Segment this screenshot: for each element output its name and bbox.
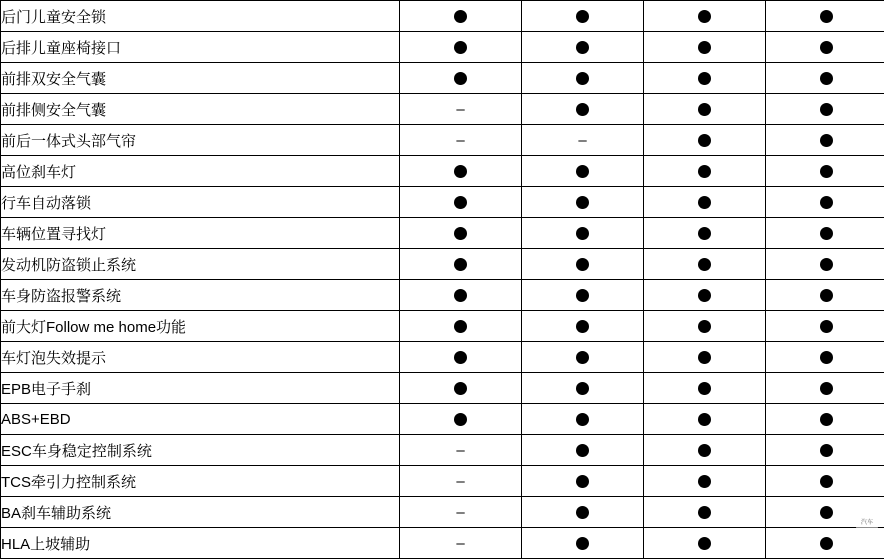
available-dot-icon (576, 475, 589, 488)
available-dot-icon (698, 196, 711, 209)
feature-mark-cell (644, 125, 766, 156)
available-dot-icon (698, 10, 711, 23)
feature-mark-cell (644, 218, 766, 249)
available-dot-icon (698, 227, 711, 240)
table-row (1, 63, 884, 94)
available-dot-icon (698, 382, 711, 395)
available-dot-icon (820, 134, 833, 147)
feature-mark-cell (522, 32, 644, 63)
available-dot-icon (698, 506, 711, 519)
feature-name-cell: ESC车身稳定控制系统 (1, 435, 400, 466)
available-dot-icon (698, 258, 711, 271)
feature-mark-cell (522, 528, 644, 559)
feature-name-cell: ABS+EBD (1, 404, 400, 435)
table-row (1, 249, 884, 280)
available-dot-icon (454, 413, 467, 426)
feature-name-cell: 后门儿童安全锁 (1, 1, 400, 32)
feature-name-cell: TCS牵引力控制系统 (1, 466, 400, 497)
feature-mark-cell (644, 1, 766, 32)
unavailable-dash-icon: – (456, 134, 464, 147)
available-dot-icon (698, 537, 711, 550)
feature-mark-cell (400, 373, 522, 404)
feature-mark-cell (400, 404, 522, 435)
feature-mark-cell (644, 466, 766, 497)
available-dot-icon (820, 289, 833, 302)
feature-mark-cell (522, 218, 644, 249)
available-dot-icon (820, 475, 833, 488)
unavailable-dash-icon: – (456, 103, 464, 116)
table-body (1, 1, 884, 559)
available-dot-icon (576, 506, 589, 519)
available-dot-icon (820, 10, 833, 23)
available-dot-icon (454, 258, 467, 271)
feature-mark-cell (522, 1, 644, 32)
available-dot-icon (820, 382, 833, 395)
feature-mark-cell (522, 187, 644, 218)
available-dot-icon (454, 351, 467, 364)
feature-mark-cell (766, 280, 884, 311)
available-dot-icon (576, 72, 589, 85)
available-dot-icon (820, 196, 833, 209)
feature-name-cell: 车辆位置寻找灯 (1, 218, 400, 249)
feature-mark-cell (644, 63, 766, 94)
unavailable-dash-icon: – (578, 134, 586, 147)
feature-mark-cell (766, 466, 884, 497)
table-row (1, 125, 884, 156)
available-dot-icon (576, 351, 589, 364)
feature-mark-cell (766, 342, 884, 373)
table-row (1, 32, 884, 63)
available-dot-icon (698, 413, 711, 426)
available-dot-icon (576, 320, 589, 333)
available-dot-icon (820, 165, 833, 178)
feature-name-cell: 车灯泡失效提示 (1, 342, 400, 373)
feature-mark-cell (522, 404, 644, 435)
available-dot-icon (576, 382, 589, 395)
feature-mark-cell (766, 218, 884, 249)
feature-name-cell: 前后一体式头部气帘 (1, 125, 400, 156)
feature-mark-cell (522, 342, 644, 373)
available-dot-icon (576, 196, 589, 209)
feature-mark-cell (400, 280, 522, 311)
feature-mark-cell (400, 311, 522, 342)
feature-mark-cell (644, 156, 766, 187)
available-dot-icon (698, 351, 711, 364)
available-dot-icon (820, 506, 833, 519)
feature-mark-cell (522, 125, 644, 156)
available-dot-icon (820, 320, 833, 333)
feature-name-cell: 前排双安全气囊 (1, 63, 400, 94)
table-row (1, 373, 884, 404)
available-dot-icon (820, 227, 833, 240)
available-dot-icon (576, 227, 589, 240)
available-dot-icon (698, 165, 711, 178)
table-row (1, 187, 884, 218)
feature-mark-cell (400, 218, 522, 249)
available-dot-icon (820, 444, 833, 457)
table-row (1, 404, 884, 435)
available-dot-icon (454, 382, 467, 395)
feature-mark-cell (522, 280, 644, 311)
available-dot-icon (820, 413, 833, 426)
table-row (1, 466, 884, 497)
unavailable-dash-icon: – (456, 444, 464, 457)
feature-mark-cell (400, 156, 522, 187)
feature-mark-cell (400, 528, 522, 559)
available-dot-icon (698, 289, 711, 302)
available-dot-icon (576, 10, 589, 23)
feature-mark-cell (644, 94, 766, 125)
feature-mark-cell (644, 311, 766, 342)
feature-mark-cell (644, 435, 766, 466)
feature-mark-cell (400, 125, 522, 156)
table-row (1, 311, 884, 342)
feature-mark-cell (766, 311, 884, 342)
feature-mark-cell (644, 187, 766, 218)
feature-mark-cell (644, 528, 766, 559)
feature-mark-cell (766, 187, 884, 218)
table-row (1, 156, 884, 187)
available-dot-icon (820, 103, 833, 116)
available-dot-icon (698, 475, 711, 488)
feature-mark-cell (522, 373, 644, 404)
feature-mark-cell (766, 63, 884, 94)
table-row (1, 218, 884, 249)
available-dot-icon (698, 320, 711, 333)
available-dot-icon (576, 41, 589, 54)
feature-mark-cell (400, 249, 522, 280)
available-dot-icon (454, 10, 467, 23)
feature-mark-cell (400, 63, 522, 94)
available-dot-icon (698, 134, 711, 147)
available-dot-icon (576, 289, 589, 302)
feature-mark-cell (644, 280, 766, 311)
unavailable-dash-icon: – (456, 475, 464, 488)
unavailable-dash-icon: – (456, 537, 464, 550)
feature-mark-cell (766, 125, 884, 156)
feature-mark-cell (766, 249, 884, 280)
table-row (1, 94, 884, 125)
feature-mark-cell (522, 249, 644, 280)
feature-mark-cell (400, 342, 522, 373)
feature-mark-cell (522, 497, 644, 528)
feature-name-cell: BA刹车辅助系统 (1, 497, 400, 528)
feature-mark-cell (522, 94, 644, 125)
available-dot-icon (454, 72, 467, 85)
available-dot-icon (576, 413, 589, 426)
available-dot-icon (576, 444, 589, 457)
feature-mark-cell (400, 1, 522, 32)
table-row (1, 528, 884, 559)
feature-mark-cell (644, 32, 766, 63)
available-dot-icon (454, 320, 467, 333)
feature-mark-cell (644, 373, 766, 404)
feature-mark-cell (522, 435, 644, 466)
feature-mark-cell (400, 497, 522, 528)
available-dot-icon (820, 258, 833, 271)
available-dot-icon (698, 41, 711, 54)
feature-name-cell: 后排儿童座椅接口 (1, 32, 400, 63)
available-dot-icon (454, 289, 467, 302)
table-row (1, 280, 884, 311)
feature-mark-cell (522, 311, 644, 342)
available-dot-icon (576, 165, 589, 178)
feature-name-cell: 车身防盗报警系统 (1, 280, 400, 311)
available-dot-icon (820, 41, 833, 54)
table-row (1, 1, 884, 32)
available-dot-icon (454, 165, 467, 178)
feature-mark-cell (766, 32, 884, 63)
feature-mark-cell (766, 94, 884, 125)
available-dot-icon (698, 444, 711, 457)
feature-mark-cell (522, 156, 644, 187)
feature-mark-cell (522, 466, 644, 497)
feature-mark-cell (522, 63, 644, 94)
feature-mark-cell (400, 466, 522, 497)
feature-name-cell: 前排侧安全气囊 (1, 94, 400, 125)
feature-mark-cell (644, 342, 766, 373)
table-row (1, 342, 884, 373)
table-row (1, 435, 884, 466)
feature-mark-cell (400, 187, 522, 218)
available-dot-icon (576, 103, 589, 116)
available-dot-icon (454, 196, 467, 209)
feature-mark-cell (766, 156, 884, 187)
table-row (1, 497, 884, 528)
feature-mark-cell (644, 404, 766, 435)
feature-name-cell: 发动机防盗锁止系统 (1, 249, 400, 280)
feature-mark-cell (766, 528, 884, 559)
available-dot-icon (576, 537, 589, 550)
feature-mark-cell (766, 497, 884, 528)
available-dot-icon (820, 537, 833, 550)
available-dot-icon (576, 258, 589, 271)
feature-name-cell: 高位刹车灯 (1, 156, 400, 187)
feature-mark-cell (400, 32, 522, 63)
feature-mark-cell (766, 404, 884, 435)
available-dot-icon (820, 351, 833, 364)
feature-mark-cell (644, 497, 766, 528)
available-dot-icon (698, 103, 711, 116)
feature-mark-cell (644, 249, 766, 280)
feature-name-cell: HLA上坡辅助 (1, 528, 400, 559)
feature-mark-cell (766, 373, 884, 404)
available-dot-icon (454, 227, 467, 240)
feature-name-cell: EPB电子手刹 (1, 373, 400, 404)
feature-name-cell: 行车自动落锁 (1, 187, 400, 218)
feature-mark-cell (766, 1, 884, 32)
feature-mark-cell (400, 435, 522, 466)
available-dot-icon (820, 72, 833, 85)
available-dot-icon (698, 72, 711, 85)
unavailable-dash-icon: – (456, 506, 464, 519)
watermark-label: 汽车 (856, 519, 878, 527)
feature-mark-cell (400, 94, 522, 125)
feature-mark-cell (766, 435, 884, 466)
feature-name-cell: 前大灯Follow me home功能 (1, 311, 400, 342)
available-dot-icon (454, 41, 467, 54)
